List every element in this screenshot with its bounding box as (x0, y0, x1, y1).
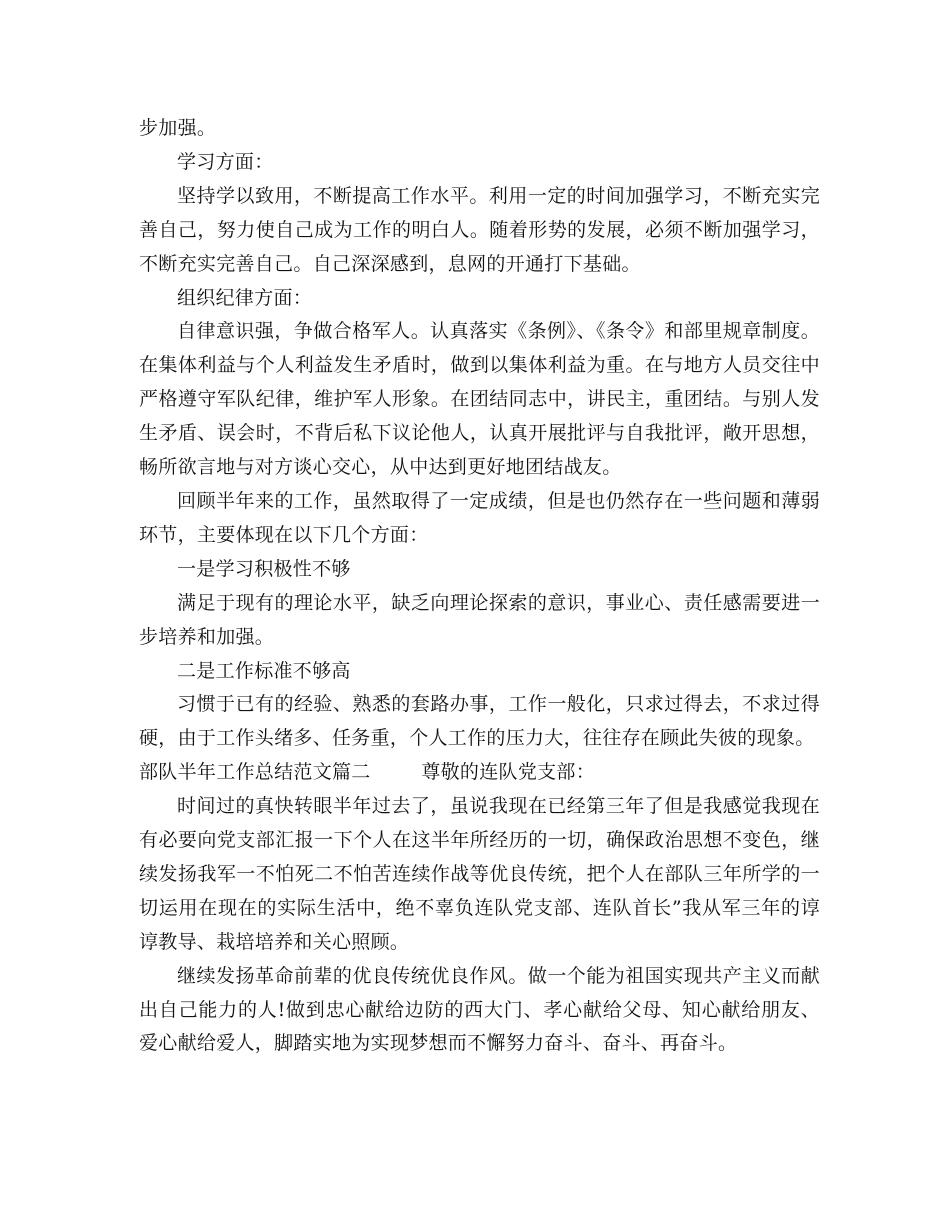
paragraph-review: 回顾半年来的工作，虽然取得了一定成绩，但是也仍然存在一些问题和薄弱环节，主要体现在以下几个方面： (139, 489, 820, 546)
section-heading-study: 学习方面： (177, 150, 274, 173)
paragraph-tradition: 继续发扬革命前辈的优良传统优良作风。做一个能为祖国实现共产主义而献出自己能力的人!做到忠心献给边防的西大门、孝心献给父母、知心献给朋友、爱心献给爱人，脚踏实地为实现梦想而不懈努力奋斗、奋斗、再奋斗。 (139, 964, 820, 1055)
paragraph-continuation: 步加强。 (139, 117, 217, 139)
paragraph-report: 时间过的真快转眼半年过去了，虽说我现在已经第三年了但是我感觉我现在有必要向党支部汇报一下个人在这半年所经历的一切，确保政治思想不变色，继续发扬我军一不怕死二不怕苦连续作战等优良传统，把个人在部队三年所学的一切运用在现在的实际生活中，绝不辜负连队党支部、连队首长”我从军三年的谆谆教导、栽培培养和关心照顾。 (139, 795, 820, 953)
article-title-line: 部队半年工作总结范文篇二 尊敬的连队党支部： (139, 761, 596, 784)
paragraph-issue-two: 习惯于已有的经验、熟悉的套路办事，工作一般化，只求过得去，不求过得硬，由于工作头绪多、任务重，个人工作的压力大，往往存在顾此失彼的现象。 (139, 693, 820, 750)
section-heading-discipline: 组织纪律方面： (177, 286, 313, 309)
issue-heading-two: 二是工作标准不够高 (177, 659, 351, 682)
paragraph-issue-one: 满足于现有的理论水平，缺乏向理论探索的意识，事业心、责任感需要进一步培养和加强。 (139, 591, 820, 648)
issue-heading-one: 一是学习积极性不够 (177, 557, 351, 580)
paragraph-discipline: 自律意识强，争做合格军人。认真落实《条例》、《条令》和部里规章制度。在集体利益与个人利益发生矛盾时，做到以集体利益为重。在与地方人员交往中严格遵守军队纪律，维护军人形象。在团结同志中，讲民主，重团结。与别人发生矛盾、误会时，不背后私下议论他人，认真开展批评与自我批评，敞开思想，畅所欲言地与对方谈心交心，从中达到更好地团结战友。 (139, 320, 820, 479)
document-body (139, 112, 820, 1061)
paragraph-study: 坚持学以致用，不断提高工作水平。利用一定的时间加强学习，不断充实完善自己，努力使自己成为工作的明白人。随着形势的发展，必须不断加强学习，不断充实完善自己。自己深深感到，息网的开通打下基础。 (139, 184, 820, 275)
